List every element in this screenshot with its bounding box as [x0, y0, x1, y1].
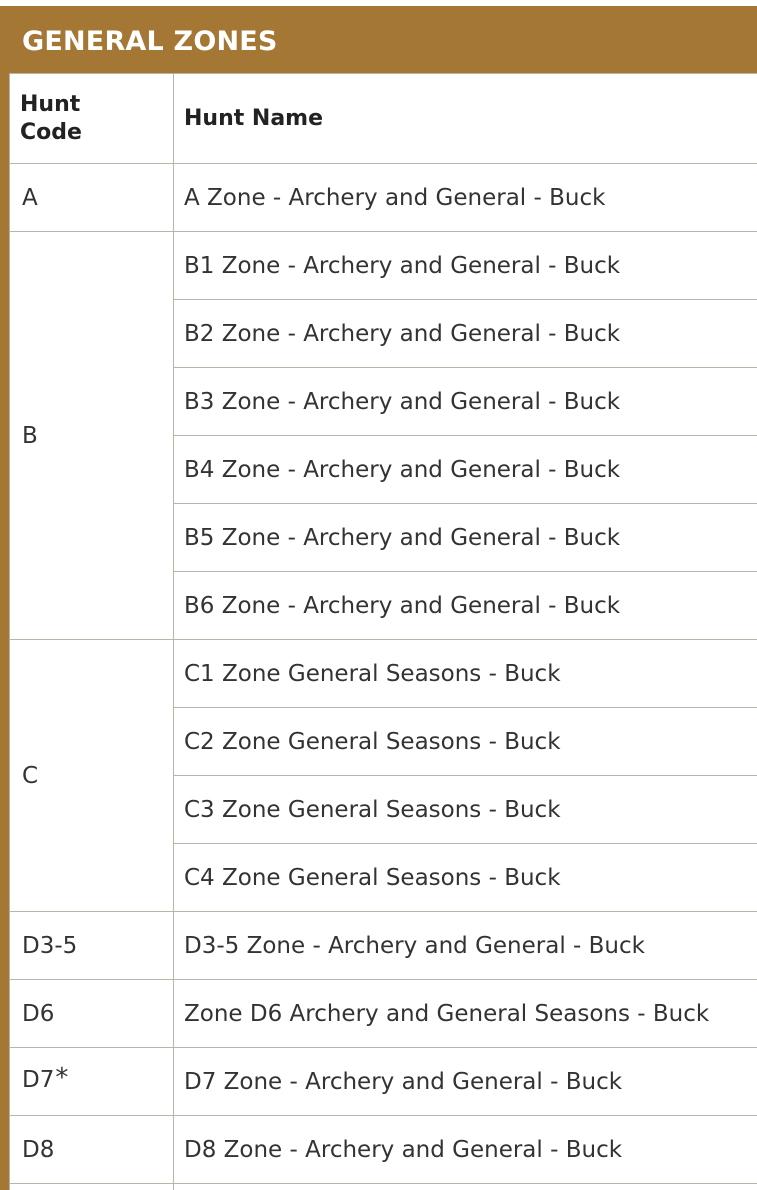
hunt-name-cell[interactable]: C1 Zone General Seasons - Buck	[174, 640, 757, 708]
hunt-code-cell: A	[10, 164, 174, 232]
hunt-name-cell[interactable]: C4 Zone General Seasons - Buck	[174, 844, 757, 912]
hunt-code-cell: B	[10, 232, 174, 640]
hunt-code-text: D7	[22, 1066, 55, 1093]
hunt-code-cell: D3-5	[10, 912, 174, 980]
hunt-name-cell[interactable]: B3 Zone - Archery and General - Buck	[174, 368, 757, 436]
section-header	[0, 0, 757, 73]
table-row	[10, 1184, 757, 1190]
hunt-name-cell[interactable]: B6 Zone - Archery and General - Buck	[174, 572, 757, 640]
table-row	[10, 1048, 757, 1116]
left-accent-border	[0, 0, 9, 1190]
table-row	[10, 640, 757, 708]
column-header-hunt-code	[10, 74, 174, 164]
table-row	[10, 980, 757, 1048]
table-row	[10, 1116, 757, 1184]
column-header-hunt-code-line2: Code	[20, 119, 82, 145]
hunt-zones-table	[9, 73, 757, 1190]
footnote-asterisk: *	[55, 1062, 69, 1093]
hunt-name-cell[interactable]: D7 Zone - Archery and General - Buck	[174, 1048, 757, 1116]
hunt-name-cell[interactable]: B2 Zone - Archery and General - Buck	[174, 300, 757, 368]
hunt-code-cell: D6	[10, 980, 174, 1048]
hunt-name-cell[interactable]: B4 Zone - Archery and General - Buck	[174, 436, 757, 504]
table-header-row	[10, 74, 757, 164]
hunt-name-cell[interactable]: C3 Zone General Seasons - Buck	[174, 776, 757, 844]
hunt-name-cell[interactable]: A Zone - Archery and General - Buck	[174, 164, 757, 232]
hunt-code-cell: D8	[10, 1116, 174, 1184]
table-row	[10, 912, 757, 980]
table-row	[10, 164, 757, 232]
hunt-name-cell[interactable]: D8 Zone - Archery and General - Buck	[174, 1116, 757, 1184]
section-title: GENERAL ZONES	[22, 26, 278, 57]
hunt-code-cell: C	[10, 640, 174, 912]
table-row	[10, 232, 757, 300]
hunt-name-cell	[174, 1184, 757, 1190]
hunt-name-cell[interactable]: Zone D6 Archery and General Seasons - Buck	[174, 980, 757, 1048]
column-header-hunt-name: Hunt Name	[174, 74, 757, 164]
hunt-name-cell[interactable]: D3-5 Zone - Archery and General - Buck	[174, 912, 757, 980]
hunt-code-cell	[10, 1184, 174, 1190]
column-header-hunt-code-line1: Hunt	[20, 91, 81, 117]
hunt-code-cell	[10, 1048, 174, 1116]
hunt-name-cell[interactable]: B1 Zone - Archery and General - Buck	[174, 232, 757, 300]
hunt-name-cell[interactable]: B5 Zone - Archery and General - Buck	[174, 504, 757, 572]
hunt-name-cell[interactable]: C2 Zone General Seasons - Buck	[174, 708, 757, 776]
